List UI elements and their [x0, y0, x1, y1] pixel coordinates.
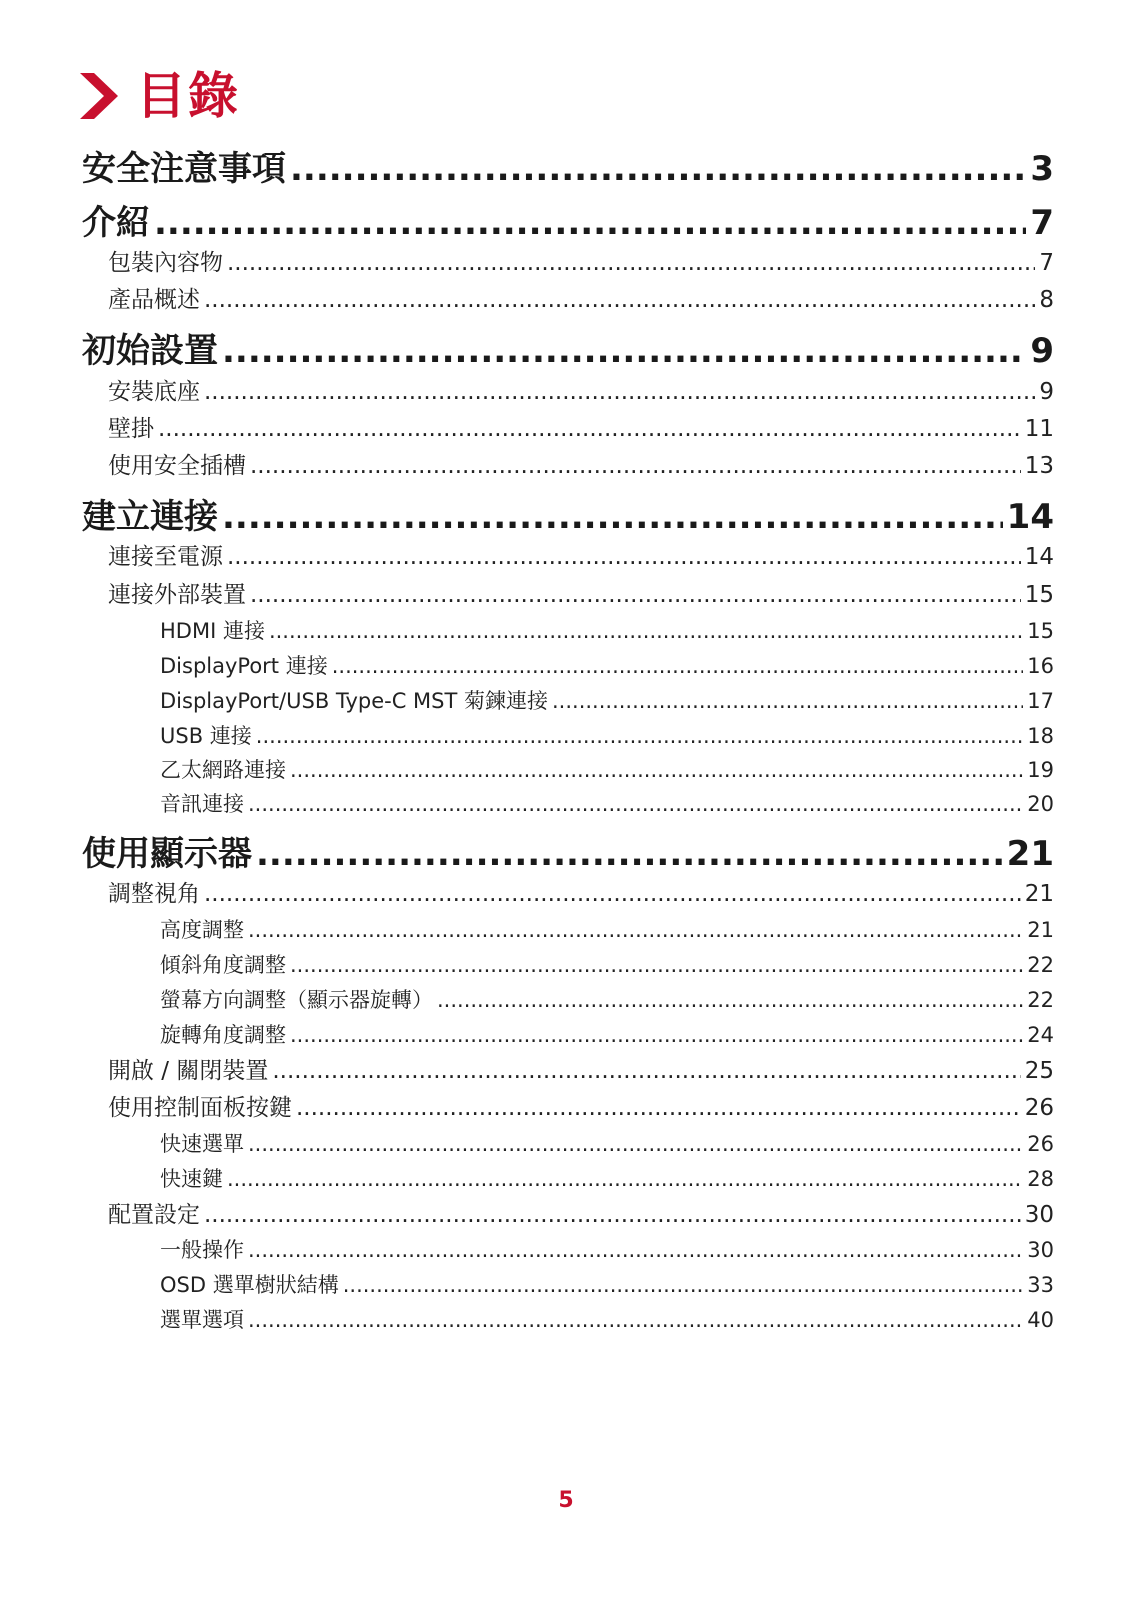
dot-leader: [227, 541, 1021, 573]
toc-page-number: 24: [1027, 1023, 1054, 1047]
dot-leader: [248, 1129, 1023, 1159]
toc-entry-security-slot[interactable]: [108, 450, 1054, 482]
dot-leader: [250, 450, 1021, 482]
toc-entry-mst-daisy-chain[interactable]: [160, 686, 1054, 716]
toc-entry-osd-tree[interactable]: [160, 1270, 1054, 1300]
toc-entry-connections[interactable]: [82, 494, 1054, 540]
toc-page-number: 30: [1027, 1238, 1054, 1262]
dot-leader: [204, 376, 1035, 408]
dot-leader: [290, 755, 1023, 785]
toc-label: DisplayPort 連接: [160, 654, 328, 678]
dot-leader: [250, 579, 1021, 611]
toc-entry-audio[interactable]: [160, 789, 1054, 819]
dot-leader: [343, 1270, 1024, 1300]
page-title: 目錄: [136, 67, 240, 125]
toc-entry-control-panel-keys[interactable]: [108, 1092, 1054, 1124]
toc-entry-ethernet[interactable]: [160, 755, 1054, 785]
dot-leader: [154, 200, 1026, 246]
toc-label: 包裝內容物: [108, 250, 223, 276]
toc-page-number: 28: [1027, 1167, 1054, 1191]
toc-page-number: 7: [1039, 250, 1054, 276]
toc-label: 選單選項: [160, 1308, 244, 1332]
dot-leader: [332, 651, 1024, 681]
toc-label: 調整視角: [108, 881, 200, 907]
toc-entry-external-devices[interactable]: [108, 579, 1054, 611]
dot-leader: [256, 721, 1023, 751]
dot-leader: [222, 494, 1003, 540]
toc-page-number: 9: [1030, 331, 1054, 371]
toc-heading: [80, 64, 240, 128]
dot-leader: [290, 146, 1026, 192]
toc-page-number: 14: [1024, 544, 1054, 570]
toc-entry-height-adjust[interactable]: [160, 915, 1054, 945]
toc-entry-tilt-adjust[interactable]: [160, 950, 1054, 980]
dot-leader: [227, 1164, 1023, 1194]
toc-entry-using-monitor[interactable]: [82, 831, 1054, 877]
toc-entry-connect-power[interactable]: [108, 541, 1054, 573]
toc-label: 開啟 / 關閉裝置: [108, 1058, 269, 1084]
dot-leader: [204, 284, 1035, 316]
toc-label: 介紹: [82, 203, 150, 243]
toc-page-number: 16: [1027, 654, 1054, 678]
toc-label: 建立連接: [82, 497, 218, 537]
toc-page-number: 20: [1027, 792, 1054, 816]
toc-entry-install-stand[interactable]: [108, 376, 1054, 408]
toc-label: 音訊連接: [160, 792, 244, 816]
toc-page-number: 11: [1024, 416, 1054, 442]
dot-leader: [248, 1235, 1023, 1265]
toc-page-number: 18: [1027, 724, 1054, 748]
toc-entry-wall-mount[interactable]: [108, 413, 1054, 445]
toc-entry-hot-keys[interactable]: [160, 1164, 1054, 1194]
toc-page-number: 15: [1024, 582, 1054, 608]
dot-leader: [296, 1092, 1021, 1124]
dot-leader: [248, 789, 1023, 819]
toc-page-number: 21: [1024, 881, 1054, 907]
toc-page-number: 22: [1027, 988, 1054, 1012]
dot-leader: [227, 247, 1035, 279]
toc-label: DisplayPort/USB Type-C MST 菊鍊連接: [160, 689, 548, 713]
toc-label: 高度調整: [160, 918, 244, 942]
toc-page-number: 26: [1024, 1095, 1054, 1121]
toc-label: 連接至電源: [108, 544, 223, 570]
dot-leader: [248, 1305, 1023, 1335]
toc-label: 使用安全插槽: [108, 453, 246, 479]
toc-label: 乙太網路連接: [160, 758, 286, 782]
toc-page-number: 21: [1006, 834, 1054, 874]
toc-page-number: 25: [1024, 1058, 1054, 1084]
dot-leader: [256, 831, 1003, 877]
toc-label: 初始設置: [82, 331, 218, 371]
toc-entry-viewing-angle[interactable]: [108, 878, 1054, 910]
toc-entry-package-contents[interactable]: [108, 247, 1054, 279]
toc-page-number: 15: [1027, 619, 1054, 643]
toc-page-number: 17: [1027, 689, 1054, 713]
toc-label: 連接外部裝置: [108, 582, 246, 608]
toc-label: USB 連接: [160, 724, 252, 748]
toc-label: 配置設定: [108, 1202, 200, 1228]
toc-label: 安裝底座: [108, 379, 200, 405]
toc-label: 快速鍵: [160, 1167, 223, 1191]
toc-page-number: 7: [1030, 203, 1054, 243]
toc-page-number: 33: [1027, 1273, 1054, 1297]
dot-leader: [222, 328, 1026, 374]
toc-page-number: 30: [1024, 1202, 1054, 1228]
toc-entry-safety[interactable]: [82, 146, 1054, 192]
toc-label: 使用控制面板按鍵: [108, 1095, 292, 1121]
toc-entry-quick-menu[interactable]: [160, 1129, 1054, 1159]
dot-leader: [158, 413, 1021, 445]
dot-leader: [248, 915, 1023, 945]
toc-label: 使用顯示器: [82, 834, 252, 874]
toc-page-number: 19: [1027, 758, 1054, 782]
toc-label: OSD 選單樹狀結構: [160, 1273, 339, 1297]
toc-page-number: 14: [1006, 497, 1054, 537]
toc-page-number: 22: [1027, 953, 1054, 977]
toc-label: 快速選單: [160, 1132, 244, 1156]
toc-page-number: 9: [1039, 379, 1054, 405]
toc-page-number: 8: [1039, 287, 1054, 313]
toc-entry-general-operation[interactable]: [160, 1235, 1054, 1265]
toc-label: 安全注意事項: [82, 149, 286, 189]
toc-label: 產品概述: [108, 287, 200, 313]
toc-entry-power-on-off[interactable]: [108, 1055, 1054, 1087]
toc-entry-usb[interactable]: [160, 721, 1054, 751]
toc-label: 旋轉角度調整: [160, 1023, 286, 1047]
dot-leader: [272, 1055, 1020, 1087]
toc-entry-menu-options[interactable]: [160, 1305, 1054, 1335]
toc-page-number: 13: [1024, 453, 1054, 479]
dot-leader: [269, 616, 1023, 646]
toc-page-number: 40: [1027, 1308, 1054, 1332]
dot-leader: [204, 1199, 1021, 1231]
toc-label: 一般操作: [160, 1238, 244, 1262]
toc-page-number: 3: [1030, 149, 1054, 189]
toc-entry-configure-settings[interactable]: [108, 1199, 1054, 1231]
dot-leader: [437, 985, 1023, 1015]
toc-entry-hdmi[interactable]: [160, 616, 1054, 646]
toc-entry-initial-setup[interactable]: [82, 328, 1054, 374]
toc-entry-swivel-adjust[interactable]: [160, 1020, 1054, 1050]
dot-leader: [204, 878, 1021, 910]
toc-label: 傾斜角度調整: [160, 953, 286, 977]
toc-page-number: 26: [1027, 1132, 1054, 1156]
dot-leader: [290, 1020, 1023, 1050]
chevron-right-icon: [80, 73, 118, 119]
toc-page-number: 21: [1027, 918, 1054, 942]
dot-leader: [290, 950, 1023, 980]
toc-label: 壁掛: [108, 416, 154, 442]
toc-label: HDMI 連接: [160, 619, 265, 643]
toc-entry-introduction[interactable]: [82, 200, 1054, 246]
toc-label: 螢幕方向調整（顯示器旋轉）: [160, 988, 433, 1012]
toc-entry-orientation-adjust[interactable]: [160, 985, 1054, 1015]
toc-entry-product-overview[interactable]: [108, 284, 1054, 316]
toc-entry-displayport[interactable]: [160, 651, 1054, 681]
dot-leader: [552, 686, 1023, 716]
page-number: 5: [558, 1488, 574, 1513]
